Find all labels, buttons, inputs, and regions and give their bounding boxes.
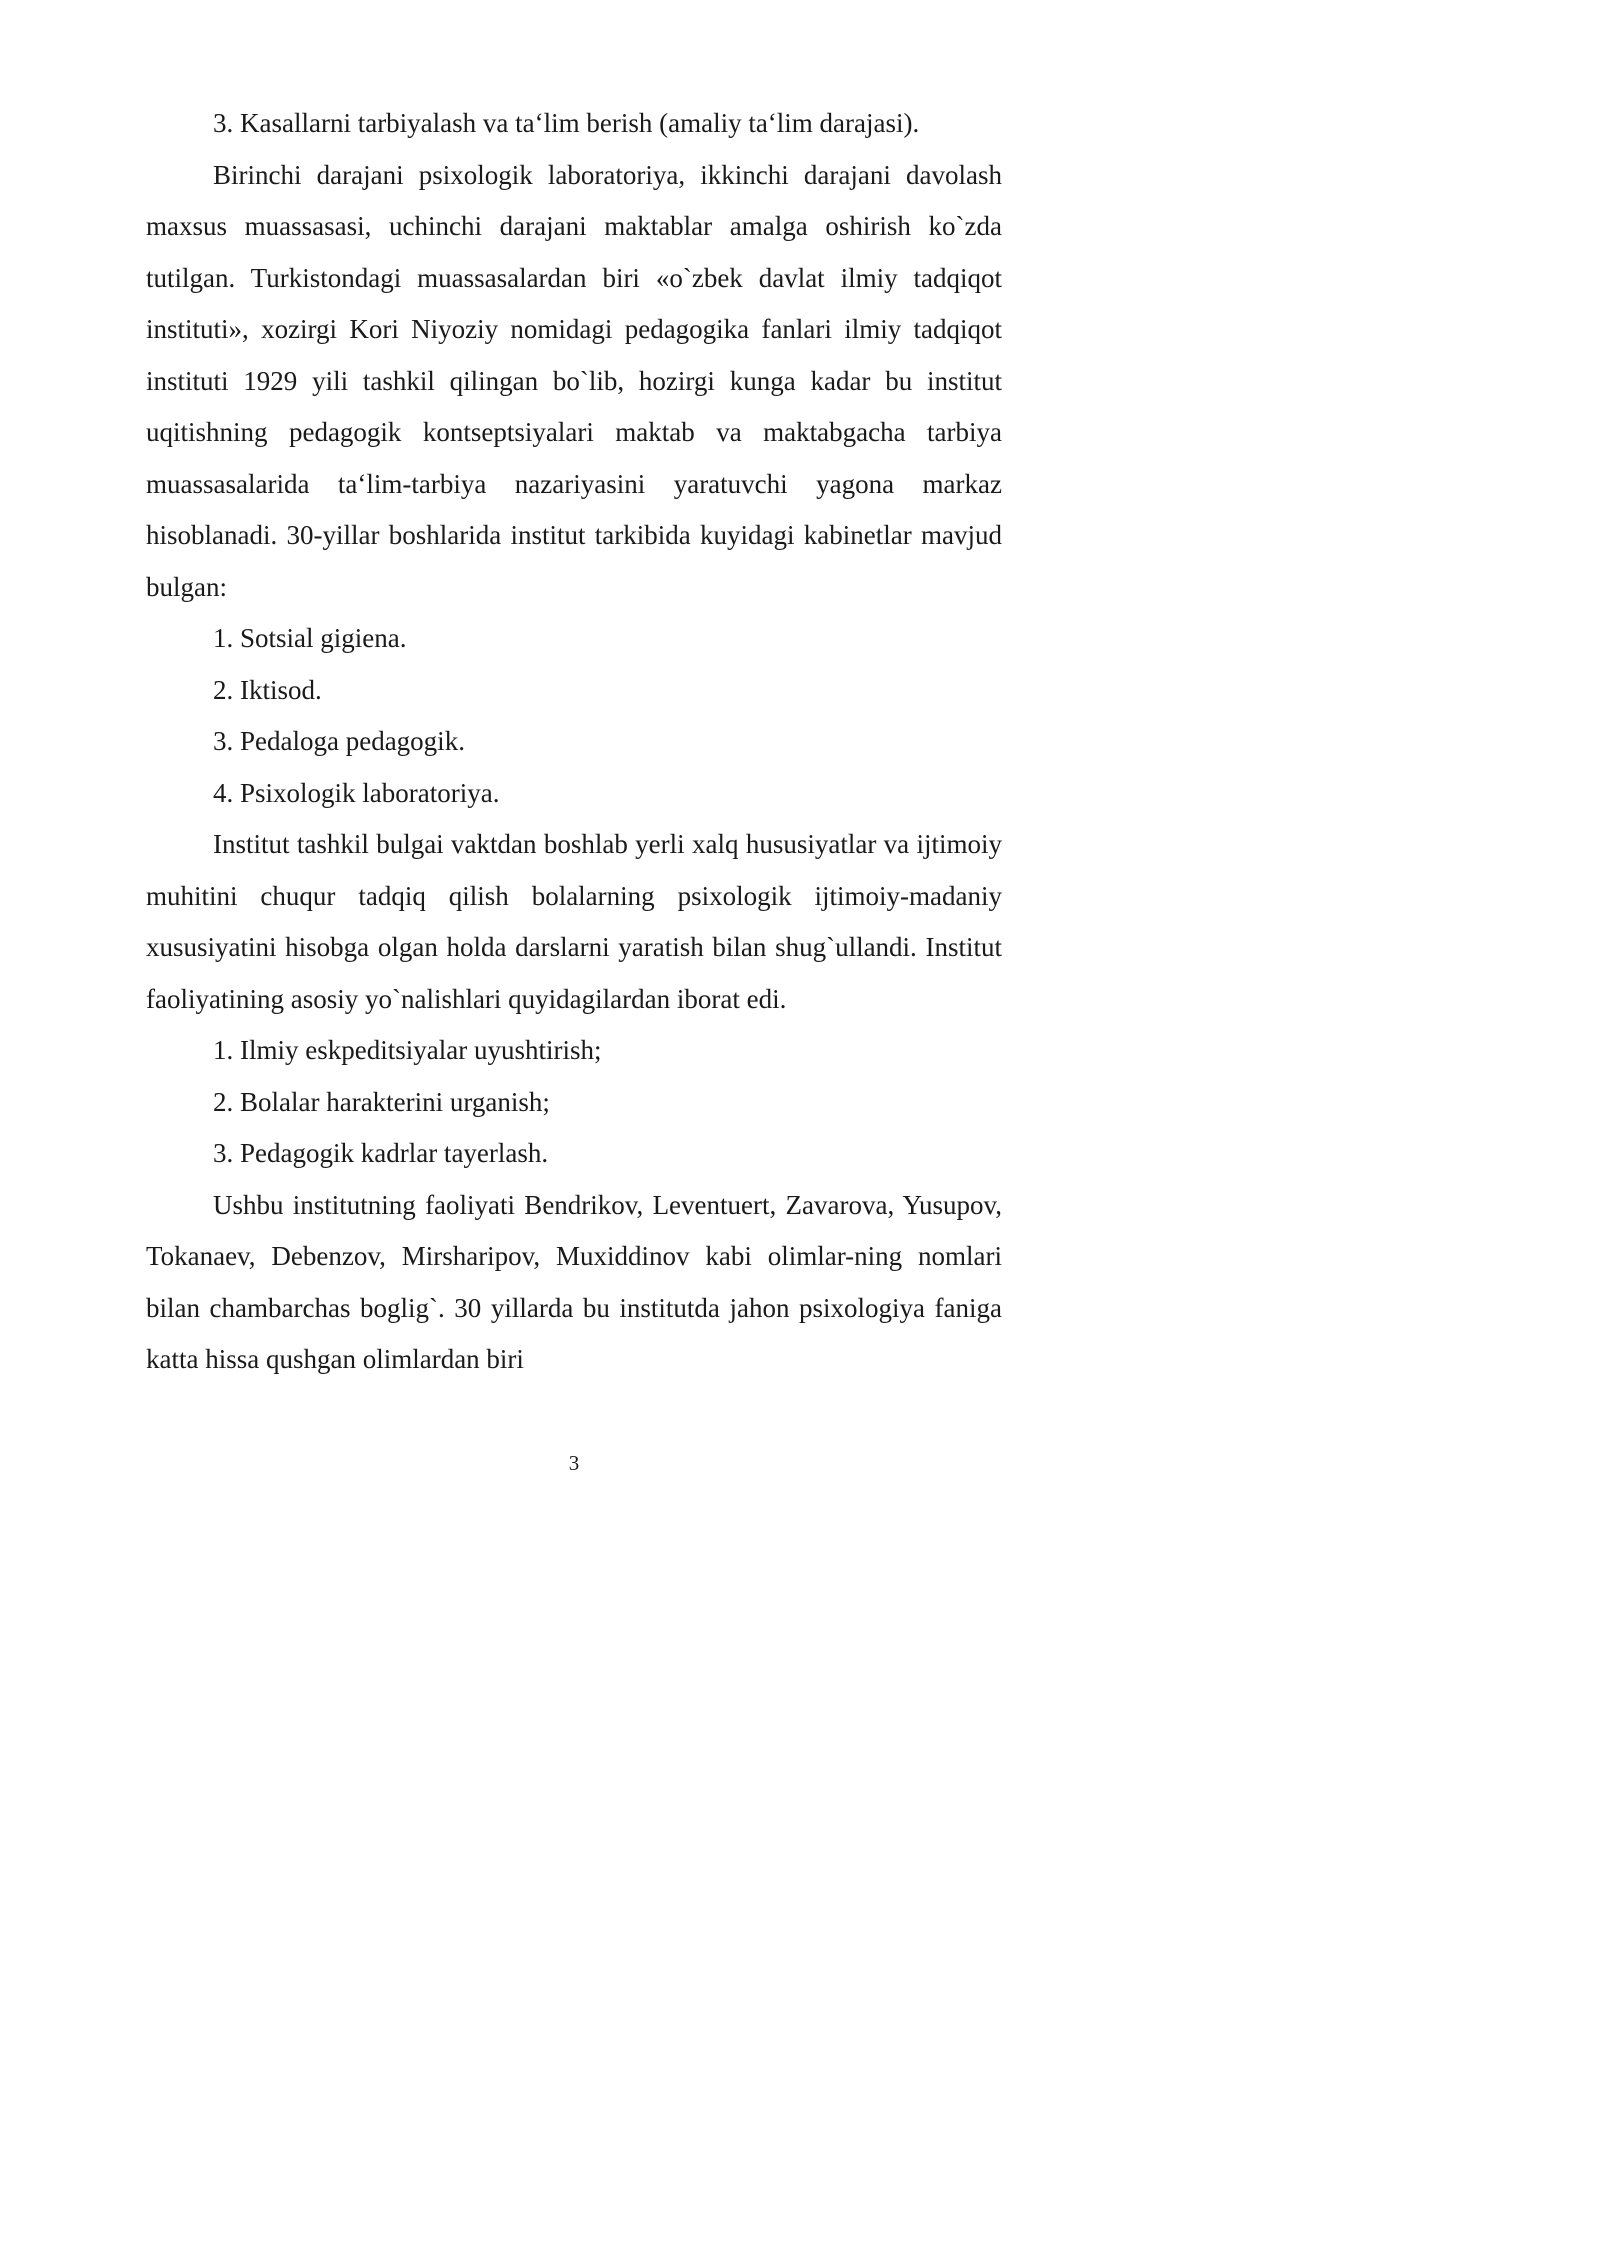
page-body [146, 98, 1002, 1386]
list-item: 1. Sotsial gigiena. [213, 623, 407, 653]
intro-list-item: 3. Kasallarni tarbiyalash va ta‘lim berish (amaliy ta‘lim darajasi). [213, 108, 920, 138]
directions-list [146, 1025, 1002, 1180]
document-page [0, 0, 1100, 1554]
paragraph-levels: Birinchi darajani psixologik laboratoriya, ikkinchi darajani davolash maxsus muassasasi, uchinchi darajani maktablar amalga oshirish ko`zda tutilgan. Turkistondagi muassasalardan biri «o`zbek davlat ilmiy tadqiqot instituti», xozirgi Kori Niyoziy nomidagi pedagogika fanlari ilmiy tadqiqot instituti 1929 yili tashkil qilingan bo`lib, hozirgi kunga kadar bu institut uqitishning pedagogik kontseptsiyalari maktab va maktabgacha tarbiya muassasalarida ta‘lim-tarbiya nazariyasini yaratuvchi yagona markaz hisoblanadi. 30-yillar boshlarida institut tarkibida kuyidagi kabinetlar mavjud bulgan: [146, 159, 1002, 602]
list-item: 3. Pedaloga pedagogik. [213, 726, 465, 756]
list-item: 2. Bolalar harakterini urganish; [213, 1086, 550, 1117]
list-item: 1. Ilmiy eskpeditsiyalar uyushtirish; [213, 1035, 602, 1065]
page-number: 3 [568, 1451, 580, 1475]
cabinets-list [146, 613, 1002, 819]
paragraph-institute-activity: Institut tashkil bulgai vaktdan boshlab yerli xalq hususiyatlar va ijtimoiy muhitini chuqur tadqiq qilish bolalarning psixologik ijtimoiy-madaniy xususiyatini hisobga olgan holda darslarni yaratish bilan shug`ullandi. Institut faoliyatining asosiy yo`nalishlari quyidagilardan iborat edi. [146, 829, 1002, 1014]
list-item: 2. Iktisod. [213, 674, 322, 705]
list-item: 3. Pedagogik kadrlar tayerlash. [213, 1138, 549, 1168]
paragraph-scholars: Ushbu institutning faoliyati Bendrikov, Leventuert, Zavarova, Yusupov, Tokanaev, Debenzov, Mirsharipov, Muxiddinov kabi olimlar-ning nomlari bilan chambarchas boglig`. 30 yillarda bu institutda jahon psixologiya faniga katta hissa qushgan olimlardan biri [146, 1189, 1002, 1374]
list-item: 4. Psixologik laboratoriya. [213, 777, 500, 808]
